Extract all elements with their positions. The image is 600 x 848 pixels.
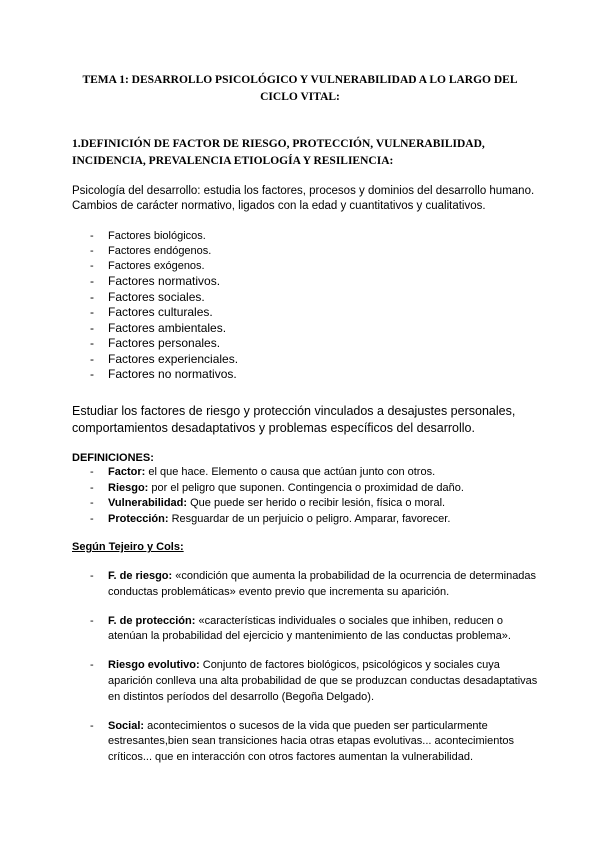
tejeiro-item [72, 658, 542, 705]
factors-list [72, 229, 542, 383]
list-item: - Factores ambientales. [72, 321, 542, 337]
definition-text: Que puede ser herido o recibir lesión, física o moral. [187, 497, 446, 510]
definition-item [72, 481, 552, 497]
list-item: - Factores biológicos. [72, 229, 542, 244]
list-item: - Factores normativos. [72, 274, 542, 290]
definition-text: por el peligro que suponen. Contingencia o proximidad de daño. [148, 481, 464, 494]
intro-line: Psicología del desarrollo: estudia los factores, procesos y dominios del desarrollo humano. [72, 185, 535, 197]
intro-line: Cambios de carácter normativo, ligados con la edad y cuantitativos y cualitativos. [72, 200, 486, 212]
tejeiro-text: Conjunto de factores biológicos, psicológicos y sociales cuya aparición conlleva una alta probabilidad de que se produzcan conductas desadaptativas en distintos períodos del desarrollo (Begoña Delgado). [108, 659, 538, 703]
study-paragraph: Estudiar los factores de riesgo y protección vinculados a desajustes personales, comportamientos desadaptativos y problemas específicos del desarrollo. [72, 404, 516, 435]
list-item: - Factores personales. [72, 336, 542, 352]
list-item: - Factores no normativos. [72, 367, 542, 383]
list-item: - Factores sociales. [72, 290, 542, 306]
tejeiro-item [72, 614, 542, 646]
definition-item [72, 496, 552, 512]
tejeiro-item [72, 569, 542, 601]
intro-paragraph [72, 184, 542, 214]
tejeiro-heading: Según Tejeiro y Cols: [72, 541, 184, 553]
definition-term: Protección: [108, 513, 169, 526]
tejeiro-text: acontecimientos o sucesos de la vida que pueden ser particularmente estresantes,bien sean transiciones hacia otras etapas evolutivas... acontecimientos críticos... que en interacción con otros factores aumentan la vulnerabilidad. [108, 719, 515, 764]
definition-text: Resguardar de un perjuicio o peligro. Amparar, favorecer. [168, 513, 451, 526]
definition-term: Factor: [108, 466, 146, 478]
tejeiro-list [72, 569, 542, 779]
definition-term: Vulnerabilidad: [108, 497, 188, 510]
tejeiro-term: Riesgo evolutivo: [108, 659, 200, 672]
definitions-heading: DEFINICIONES: [72, 452, 154, 464]
tejeiro-term: F. de riesgo: [108, 570, 173, 582]
definition-item [72, 512, 552, 528]
list-item: - Factores exógenos. [72, 259, 542, 274]
list-item: - Factores culturales. [72, 305, 542, 321]
tejeiro-text: «condición que aumenta la probabilidad de la ocurrencia de determinadas conductas problemáticas» evento previo que incrementa su aparición. [108, 570, 537, 598]
section-heading: 1.DEFINICIÓN DE FACTOR DE RIESGO, PROTECCIÓN, VULNERABILIDAD, INCIDENCIA, PREVALENCIA ETIOLOGÍA Y RESILIENCIA: [72, 138, 485, 167]
document-title: TEMA 1: DESARROLLO PSICOLÓGICO Y VULNERABILIDAD A LO LARGO DEL CICLO VITAL: [82, 74, 518, 103]
tejeiro-term: Social: [108, 719, 145, 732]
definition-item [72, 465, 552, 481]
tejeiro-term: F. de protección: [108, 614, 196, 627]
tejeiro-item [72, 719, 542, 766]
definitions-list [72, 465, 552, 528]
list-item: - Factores endógenos. [72, 244, 542, 259]
tejeiro-text: «características individuales o sociales que inhiben, reducen o atenúan la probabilidad del ejercicio y mantenimiento de las conductas problema». [108, 614, 511, 643]
definition-term: Riesgo: [108, 481, 149, 494]
definition-text: el que hace. Elemento o causa que actúan junto con otros. [145, 466, 436, 478]
list-item: - Factores experienciales. [72, 352, 542, 368]
